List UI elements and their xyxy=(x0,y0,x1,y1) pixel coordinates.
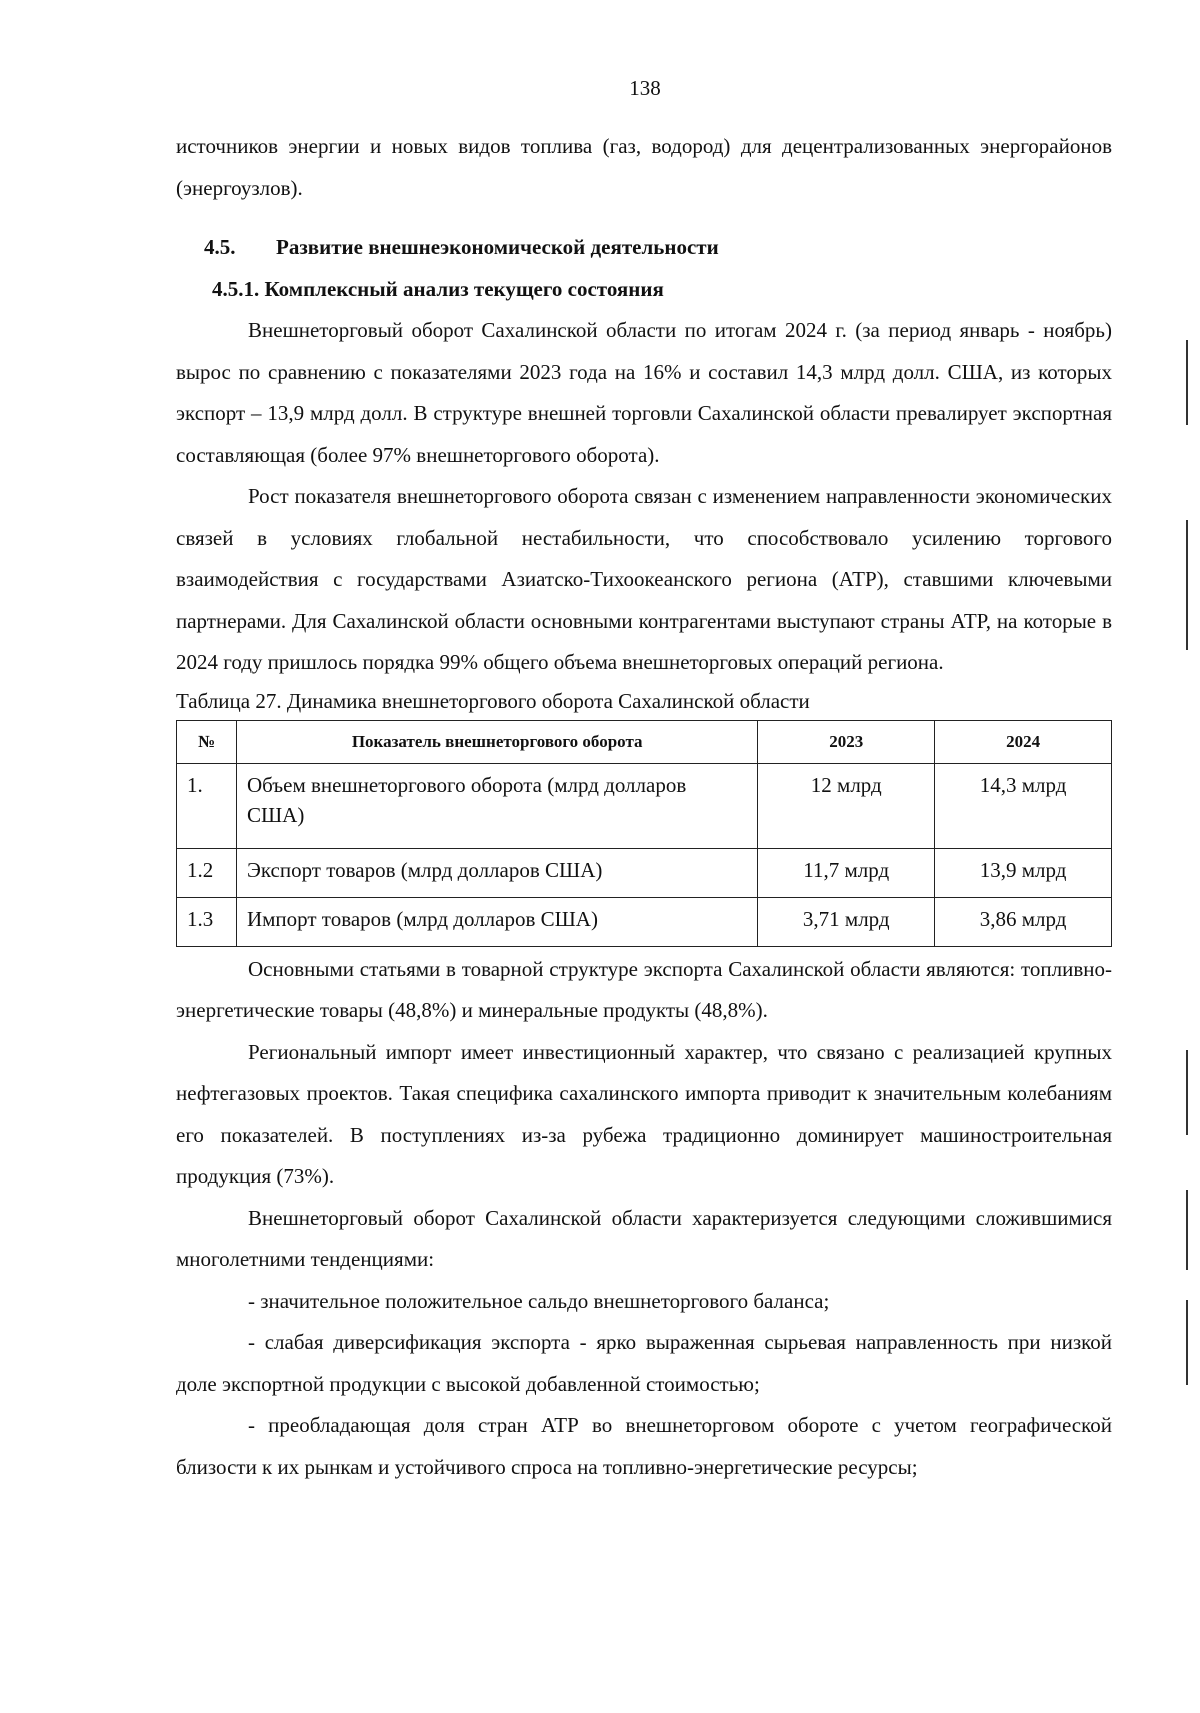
row-value-2024: 14,3 млрд xyxy=(935,763,1112,848)
row-indicator: Экспорт товаров (млрд долларов США) xyxy=(236,848,757,897)
paragraph-trends-intro: Внешнеторговый оборот Сахалинской области характеризуется следующими сложившимися многолетними тенденциями: xyxy=(176,1205,1112,1271)
row-number: 1. xyxy=(177,763,237,848)
scan-edge-mark xyxy=(1186,340,1188,425)
paragraph-export-structure: Основными статьями в товарной структуре экспорта Сахалинской области являются: топливно-энергетические товары (48,8%) и минеральные продукты (48,8%). xyxy=(176,956,1112,1022)
row-value-2023: 11,7 млрд xyxy=(758,848,935,897)
paragraph-regional-import: Региональный импорт имеет инвестиционный характер, что связано с реализацией крупных нефтегазовых проектов. Такая специфика сахалинского импорта приводит к значительным колебаниям его показателей. В поступлениях из-за рубежа традиционно доминирует машиностроительная продукция (73%). xyxy=(176,1039,1112,1188)
subsection-heading xyxy=(176,269,1112,311)
section-number: 4.5. xyxy=(204,235,236,259)
list-item-trend: - значительное положительное сальдо внешнеторгового баланса; xyxy=(248,1288,830,1313)
paragraph-turnover-growth: Рост показателя внешнеторгового оборота связан с изменением направленности экономических связей в условиях глобальной нестабильности, что способствовало усилению торгового взаимодействия с государствами Азиатско-Тихоокеанского региона (АТР), ставшими ключевыми партнерами. Для Сахалинской области основными контрагентами выступают страны АТР, на которые в 2024 году пришлось порядка 99% общего объема внешнеторговых операций региона. xyxy=(176,484,1112,674)
row-indicator: Импорт товаров (млрд долларов США) xyxy=(236,897,757,946)
table-row xyxy=(177,763,1112,848)
table-row xyxy=(177,897,1112,946)
page-number: 138 xyxy=(629,76,661,100)
trade-turnover-table xyxy=(176,720,1112,947)
row-indicator: Объем внешнеторгового оборота (млрд долларов США) xyxy=(236,763,757,848)
table-row xyxy=(177,848,1112,897)
list-item-trend: - слабая диверсификация экспорта - ярко выраженная сырьевая направленность при низкой доле экспортной продукции с высокой добавленной стоимостью; xyxy=(176,1330,1112,1396)
scan-edge-mark xyxy=(1186,1050,1188,1135)
section-title: Развитие внешнеэкономической деятельности xyxy=(276,235,719,259)
header-indicator: Показатель внешнеторгового оборота xyxy=(236,720,757,763)
row-value-2024: 3,86 млрд xyxy=(935,897,1112,946)
subsection-title: Комплексный анализ текущего состояния xyxy=(264,276,664,301)
row-number: 1.3 xyxy=(177,897,237,946)
paragraph-continuation: источников энергии и новых видов топлива (газ, водород) для децентрализованных энергорайонов (энергоузлов). xyxy=(176,134,1112,200)
document-body xyxy=(176,126,1112,1488)
row-value-2023: 12 млрд xyxy=(758,763,935,848)
row-value-2024: 13,9 млрд xyxy=(935,848,1112,897)
table-caption: Таблица 27. Динамика внешнеторгового оборота Сахалинской области xyxy=(176,688,810,713)
scan-edge-mark xyxy=(1186,1190,1188,1270)
scan-edge-mark xyxy=(1186,1300,1188,1385)
scan-edge-mark xyxy=(1186,520,1188,650)
header-number: № xyxy=(177,720,237,763)
header-2023: 2023 xyxy=(758,720,935,763)
row-number: 1.2 xyxy=(177,848,237,897)
header-2024: 2024 xyxy=(935,720,1112,763)
list-item-trend: - преобладающая доля стран АТР во внешнеторговом обороте с учетом географической близости к их рынкам и устойчивого спроса на топливно-энергетические ресурсы; xyxy=(176,1413,1112,1479)
subsection-number: 4.5.1. xyxy=(212,276,260,301)
section-heading xyxy=(176,227,1112,269)
row-value-2023: 3,71 млрд xyxy=(758,897,935,946)
table-header-row xyxy=(177,720,1112,763)
paragraph-trade-turnover: Внешнеторговый оборот Сахалинской области по итогам 2024 г. (за период январь - ноябрь) вырос по сравнению с показателями 2023 года на 16% и составил 14,3 млрд долл. США, из которых экспорт – 13,9 млрд долл. В структуре внешней торговли Сахалинской области превалирует экспортная составляющая (более 97% внешнеторгового оборота). xyxy=(176,318,1112,467)
